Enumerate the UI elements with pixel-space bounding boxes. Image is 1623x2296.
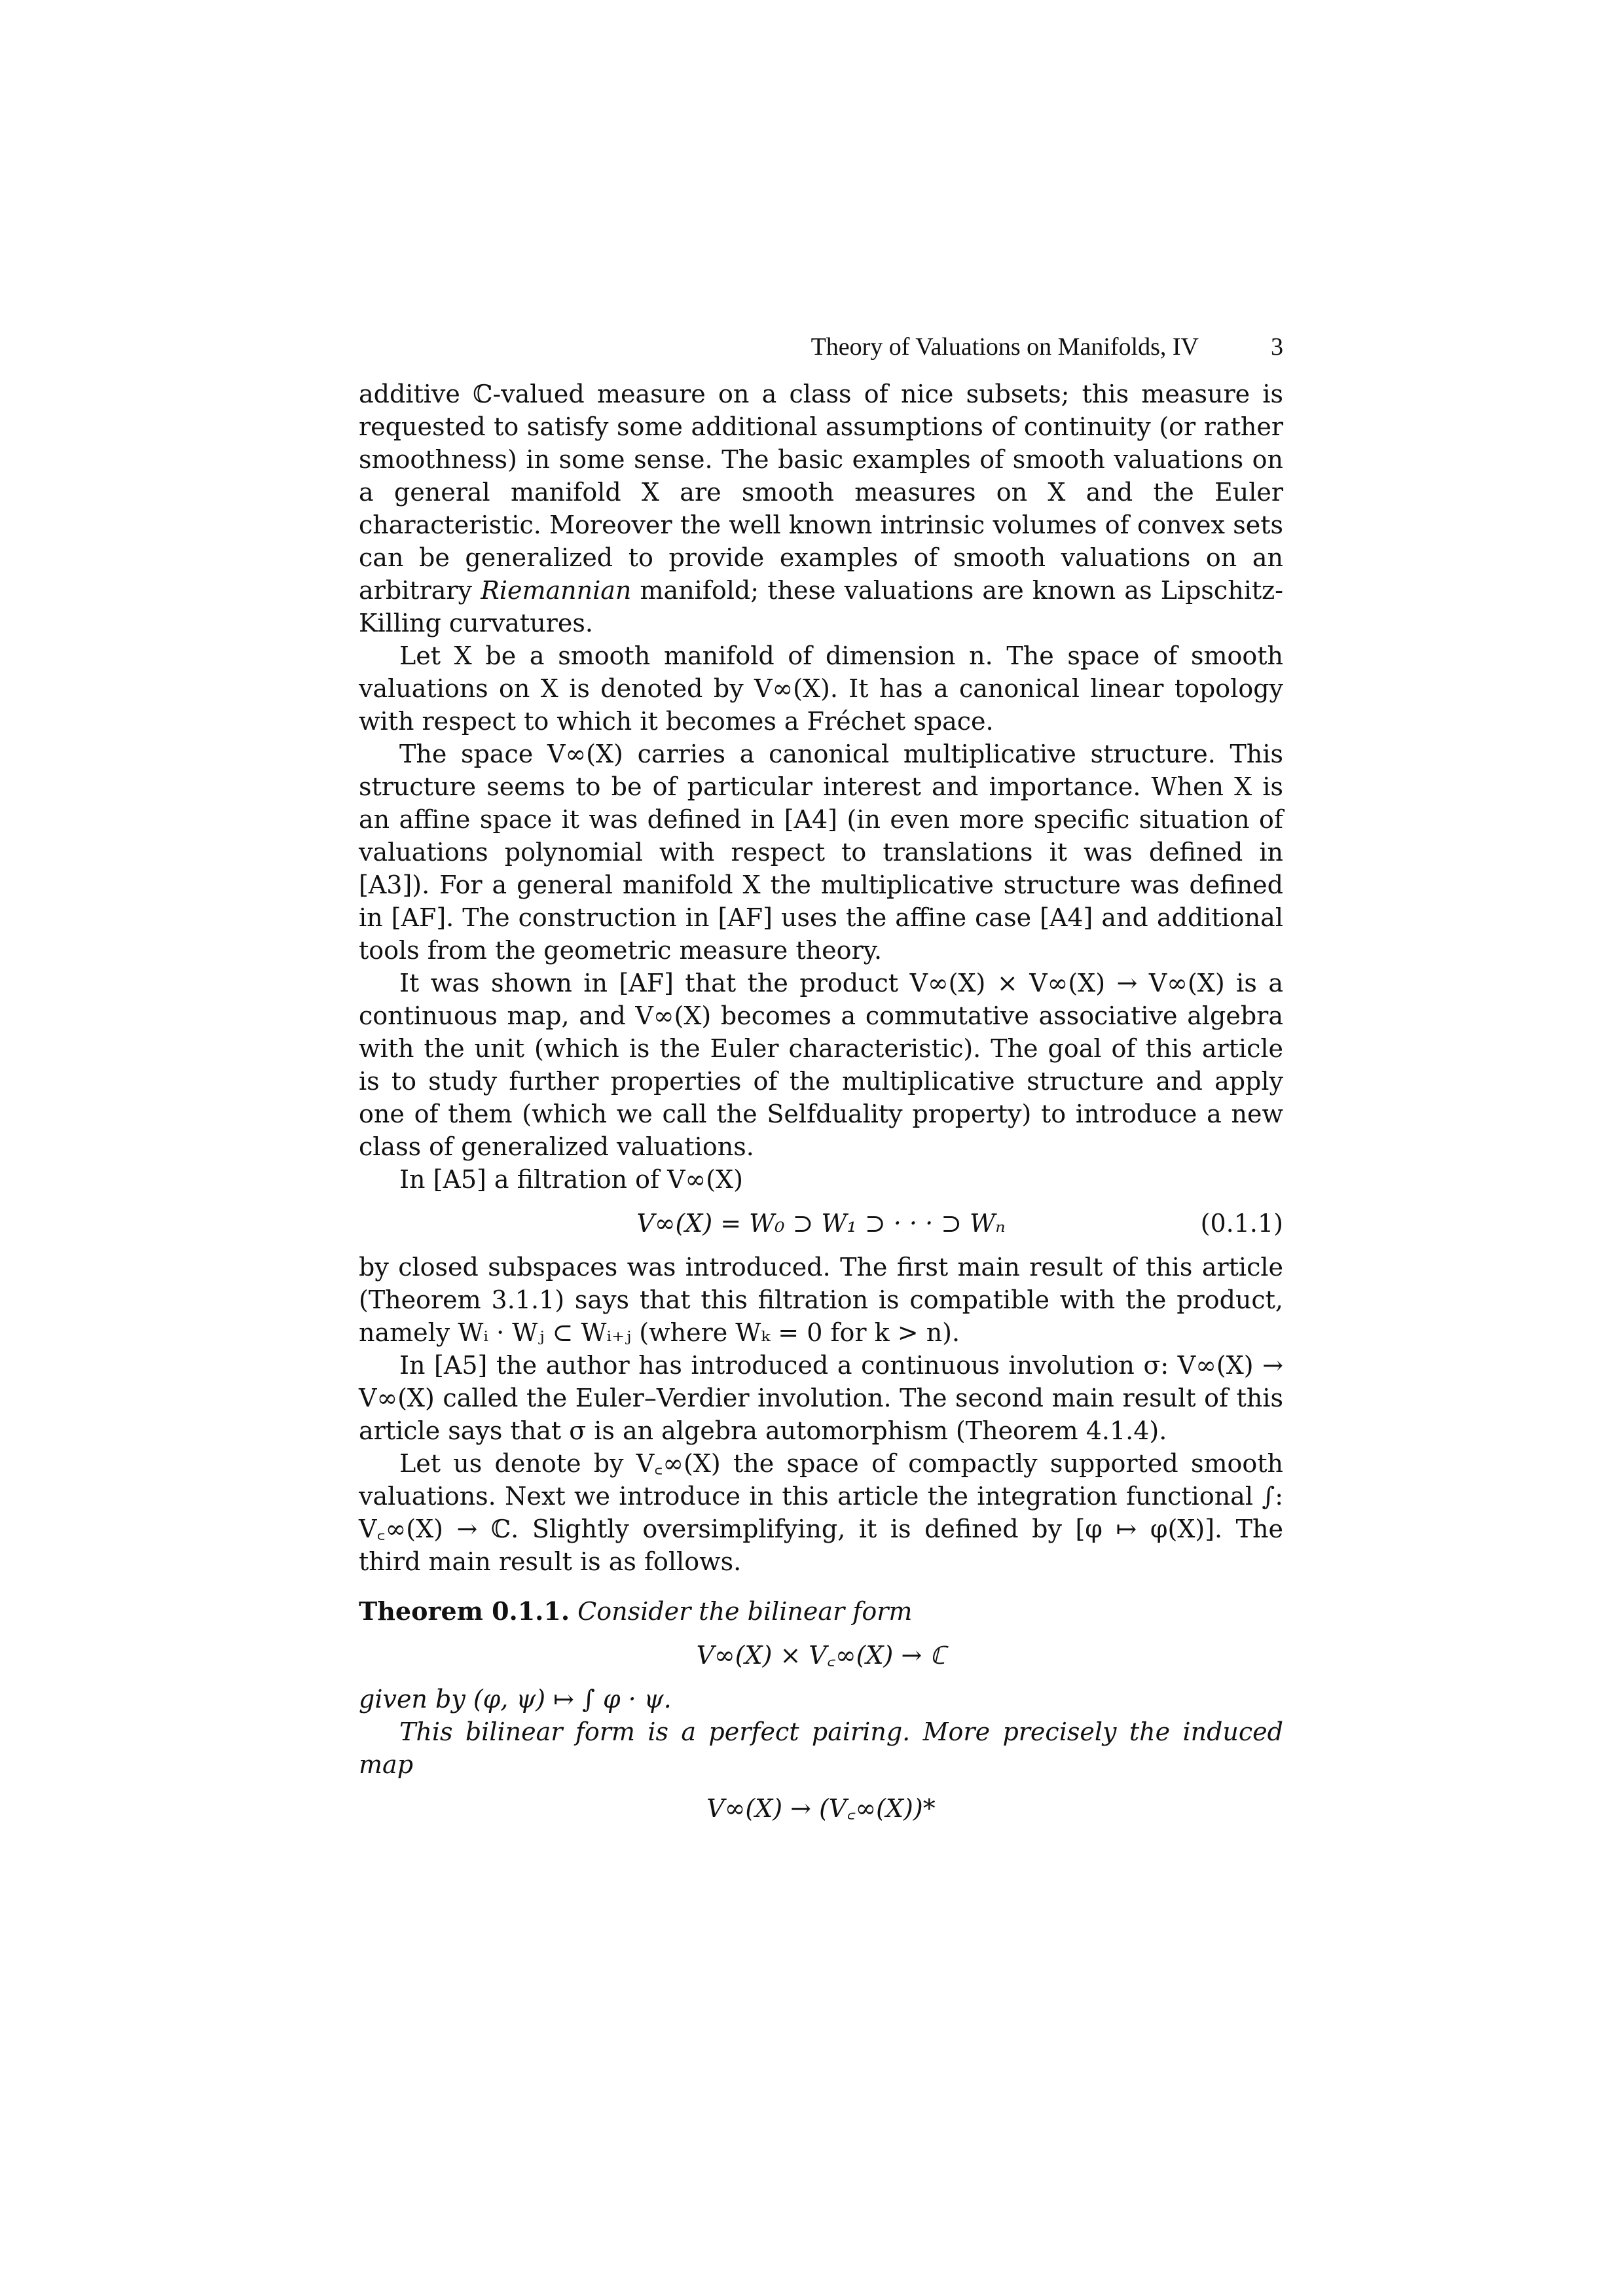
theorem-label: Theorem 0.1.1. bbox=[359, 1596, 570, 1626]
page-number: 3 bbox=[1271, 333, 1283, 361]
paragraph-7: In [A5] the author has introduced a continuous involution σ: V∞(X) → V∞(X) called the Euler–Verdier involution. The second main result of this article says that σ is an algebra automorphism (Theorem 4.1.4). bbox=[359, 1351, 1283, 1445]
theorem-header bbox=[359, 1595, 1283, 1628]
theorem-intro: Consider the bilinear form bbox=[577, 1597, 913, 1626]
theorem-equation-1-body: V∞(X) × V꜀∞(X) → ℂ bbox=[696, 1641, 946, 1670]
equation-0-1-1-body: V∞(X) = W₀ ⊃ W₁ ⊃ · · · ⊃ Wₙ bbox=[636, 1209, 1006, 1238]
theorem-given-by: given by (φ, ψ) ↦ ∫ φ · ψ. bbox=[359, 1685, 672, 1713]
equation-number: (0.1.1) bbox=[1200, 1209, 1283, 1238]
paragraph-1-text: additive ℂ-valued measure on a class of nice subsets; this measure is requested to satisfy some additional assumptions of continuity (or rather smoothness) in some sense. The basic examples of smooth valuations on a general manifold X are smooth measures on X and the Euler characteristic. Moreover the well known intrinsic volumes of convex sets can be generalized to provide examples of smooth valuations on an arbitrary bbox=[359, 380, 1283, 605]
paragraph-3: The space V∞(X) carries a canonical multiplicative structure. This structure seems to be of particular interest and importance. When X is an affine space it was defined in [A4] (in even more specific situation of valuations polynomial with respect to translations it was defined in [A3]). For a general manifold X the multiplicative structure was defined in [AF]. The construction in [AF] uses the affine case [A4] and additional tools from the geometric measure theory. bbox=[359, 740, 1283, 965]
paragraph-2: Let X be a smooth manifold of dimension n. The space of smooth valuations on X is denoted by V∞(X). It has a canonical linear topology with respect to which it becomes a Fréchet space. bbox=[359, 641, 1283, 736]
paragraph-6: by closed subspaces was introduced. The first main result of this article (Theorem 3.1.1) says that this filtration is compatible with the product, namely Wᵢ · Wⱼ ⊂ Wᵢ₊ⱼ (where Wₖ = 0 for k > n). bbox=[359, 1253, 1283, 1347]
equation-0-1-1 bbox=[359, 1205, 1283, 1242]
theorem-equation-2-body: V∞(X) → (V꜀∞(X))* bbox=[706, 1794, 936, 1823]
running-title: Theory of Valuations on Manifolds, IV bbox=[811, 333, 1199, 361]
paragraph-5: In [A5] a filtration of V∞(X) bbox=[399, 1165, 743, 1194]
paragraph-1-end: manifold; these valuations are known as Lipschitz-Killing curvatures. bbox=[359, 576, 1283, 637]
paragraph-8: Let us denote by V꜀∞(X) the space of compactly supported smooth valuations. Next we introduce in this article the integration functional ∫: V꜀∞(X) → ℂ. Slightly oversimplifying, it is defined by [φ ↦ φ(X)]. The third main result is as follows. bbox=[359, 1449, 1283, 1576]
paragraph-4: It was shown in [AF] that the product V∞(X) × V∞(X) → V∞(X) is a continuous map, and V∞(X) becomes a commutative associative algebra with the unit (which is the Euler characteristic). The goal of this article is to study further properties of the multiplicative structure and apply one of them (which we call the Selfduality property) to introduce a new class of generalized valuations. bbox=[359, 969, 1283, 1161]
paragraph-1 bbox=[359, 378, 1283, 639]
theorem-equation-2 bbox=[359, 1790, 1283, 1827]
paragraph-1-italic: Riemannian bbox=[481, 576, 632, 605]
page-body bbox=[359, 378, 1283, 1836]
theorem-0-1-1 bbox=[359, 1595, 1283, 1827]
running-head bbox=[359, 331, 1283, 363]
theorem-equation-1 bbox=[359, 1637, 1283, 1674]
theorem-statement: This bilinear form is a perfect pairing. More precisely the induced map bbox=[359, 1717, 1283, 1779]
